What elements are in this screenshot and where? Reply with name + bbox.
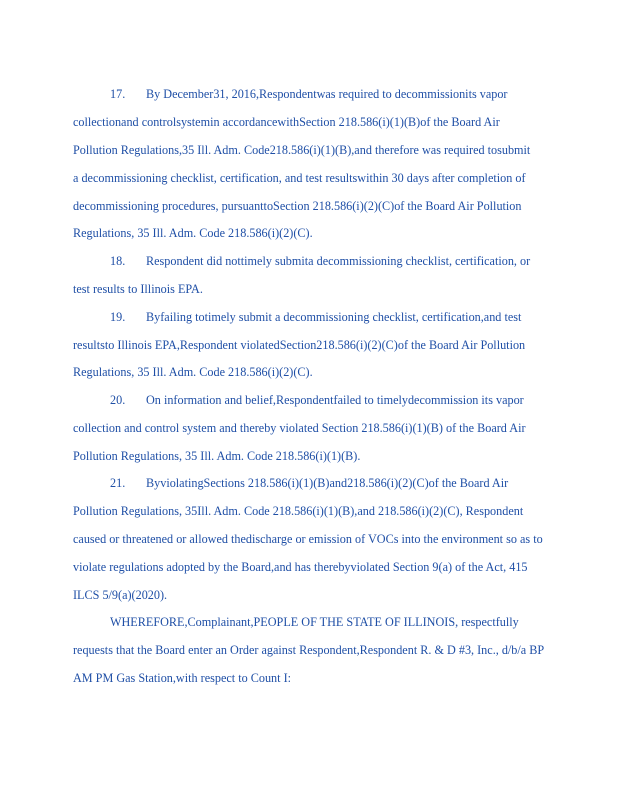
paragraph-line: Respondent did nottimely submita decommissioning checklist, certification, or: [146, 254, 531, 268]
paragraph-line: caused or threatened or allowed thedischarge or emission of VOCs into the environment so as to: [73, 532, 543, 546]
paragraph-line: decommissioning procedures, pursuanttoSection 218.586(i)(2)(C)of the Board Air Pollution: [73, 199, 522, 213]
paragraph-line: On information and belief,Respondentfailed to timelydecommission its vapor: [146, 393, 524, 407]
paragraph-number: 17.: [110, 87, 126, 101]
paragraph-line: By December31, 2016,Respondentwas required to decommissionits vapor: [146, 87, 508, 101]
paragraph-line: Pollution Regulations,35 Ill. Adm. Code218.586(i)(1)(B),and therefore was required tosubmit: [73, 143, 531, 157]
wherefore-line: WHEREFORE,Complainant,PEOPLE OF THE STATE OF ILLINOIS, respectfully: [110, 615, 519, 629]
wherefore-line: requests that the Board enter an Order against Respondent,Respondent R. & D #3, Inc., d/b/a BP: [73, 643, 545, 657]
paragraph-number: 20.: [110, 393, 126, 407]
paragraph-line: test results to Illinois EPA.: [73, 282, 203, 296]
paragraph-line: collection and control system and thereby violated Section 218.586(i)(1)(B) of the Board Air: [73, 421, 526, 435]
paragraph-number: 21.: [110, 476, 126, 490]
paragraph-line: resultsto Illinois EPA,Respondent violatedSection218.586(i)(2)(C)of the Board Air Pollution: [73, 338, 526, 352]
paragraph-line: Pollution Regulations, 35 Ill. Adm. Code 218.586(i)(1)(B).: [73, 449, 361, 463]
wherefore-line: AM PM Gas Station,with respect to Count I:: [73, 671, 292, 685]
paragraph-line: a decommissioning checklist, certification, and test resultswithin 30 days after completion of: [73, 171, 526, 185]
paragraph-line: collectionand controlsystemin accordancewithSection 218.586(i)(1)(B)of the Board Air: [73, 115, 500, 129]
paragraph-line: Pollution Regulations, 35Ill. Adm. Code 218.586(i)(1)(B),and 218.586(i)(2)(C), Respondent: [73, 504, 524, 518]
paragraph-number: 19.: [110, 310, 126, 324]
paragraph-number: 18.: [110, 254, 126, 268]
paragraph-line: ByviolatingSections 218.586(i)(1)(B)and218.586(i)(2)(C)of the Board Air: [146, 476, 509, 490]
paragraph-line: ILCS 5/9(a)(2020).: [73, 588, 168, 602]
paragraph-line: Regulations, 35 Ill. Adm. Code 218.586(i)(2)(C).: [73, 365, 313, 379]
paragraph-line: Byfailing totimely submit a decommissioning checklist, certification,and test: [146, 310, 522, 324]
paragraph-line: violate regulations adopted by the Board,and has therebyviolated Section 9(a) of the Act, 415: [73, 560, 528, 574]
paragraph-line: Regulations, 35 Ill. Adm. Code 218.586(i)(2)(C).: [73, 226, 313, 240]
